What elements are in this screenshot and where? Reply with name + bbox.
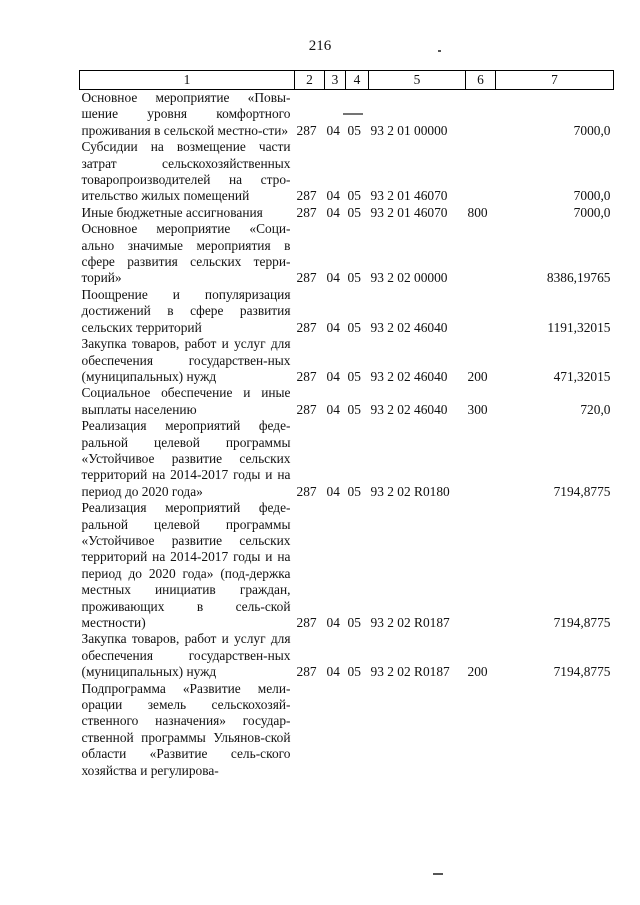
subsection-code: 05 [347, 204, 361, 220]
table-row [80, 418, 614, 500]
section-code: 04 [326, 615, 340, 630]
amount-value: 7000,0 [573, 204, 611, 220]
amount-value: 8386,19765 [546, 270, 611, 286]
subsection-code: 05 [347, 483, 361, 499]
table-row [80, 681, 614, 779]
subsection-code [346, 681, 369, 779]
expense-type-code: 800 [467, 204, 488, 220]
target-article-code: 93 2 02 00000 [370, 270, 448, 286]
expense-type-code [466, 221, 496, 287]
table-row [80, 631, 614, 680]
target-article-code: 93 2 01 46070 [370, 188, 448, 204]
expense-type-code [466, 418, 496, 500]
table-header-row [80, 71, 614, 90]
ministry-code: 287 [296, 204, 317, 220]
section-code: 04 [326, 188, 340, 204]
column-header: 5 [369, 71, 466, 90]
target-article-code: 93 2 02 R0187 [370, 615, 450, 630]
amount-value: 1191,32015 [547, 319, 611, 335]
row-description: Социальное обеспечение и иные выплаты населению [81, 385, 291, 417]
amount-value: 7194,8775 [553, 615, 611, 630]
expense-type-code [466, 681, 496, 779]
amount-value: 471,32015 [553, 368, 611, 384]
table-row [80, 287, 614, 336]
column-header: 6 [466, 71, 496, 90]
subsection-code: 05 [347, 368, 361, 384]
amount-value: 7194,8775 [553, 483, 611, 499]
ministry-code: 287 [296, 122, 317, 138]
section-code: 04 [326, 368, 340, 384]
row-description: Подпрограмма «Развитие мели-орации земель сельскохозяй-ственного назначения» государ-ственной программы Ульянов-ской области «Развитие сель-ского хозяйства и регулирова- [81, 680, 291, 778]
section-code: 04 [326, 270, 340, 286]
subsection-code: 05 [347, 270, 361, 286]
expense-type-code [466, 139, 496, 205]
table-row [80, 205, 614, 221]
scan-speck [433, 873, 443, 875]
row-description: Основное мероприятие «Повы-шение уровня комфортного проживания в сельской местно-сти» [81, 90, 291, 138]
subsection-code: 05 [347, 615, 361, 630]
column-header: 7 [496, 71, 614, 90]
row-description: Субсидии на возмещение части затрат сельскохозяйственных товаропроизводителей на стро-ительство жилых помещений [81, 139, 291, 204]
expense-type-code: 300 [467, 401, 488, 417]
expense-type-code [466, 90, 496, 140]
amount-value: 7194,8775 [553, 664, 611, 680]
target-article-code: 93 2 01 46070 [370, 204, 448, 220]
column-header: 2 [295, 71, 325, 90]
target-article-code: 93 2 02 R0180 [370, 483, 450, 499]
expense-type-code [466, 287, 496, 336]
target-article-code: 93 2 02 46040 [370, 319, 448, 335]
ministry-code: 287 [296, 188, 317, 204]
column-header: 3 [325, 71, 346, 90]
row-description: Реализация мероприятий феде-ральной целевой программы «Устойчивое развитие сельских территорий на 2014-2017 годы и на период до 2020 года» [81, 418, 291, 499]
row-description: Реализация мероприятий феде-ральной целевой программы «Устойчивое развитие сельских территорий на 2014-2017 годы и на период до 2020 года» (под-держка местных инициатив граждан, проживающих в сель-ской местности) [81, 500, 291, 630]
amount-value: 7000,0 [573, 188, 611, 204]
page-number: 216 [308, 38, 332, 54]
table-row [80, 500, 614, 631]
ministry-code: 287 [296, 615, 317, 630]
subsection-code: 05 [347, 188, 361, 204]
section-code: 04 [326, 483, 340, 499]
amount-value [496, 681, 614, 779]
row-description: Основное мероприятие «Соци-ально значимые мероприятия в сфере развития сельских терри-торий» [81, 221, 291, 286]
subsection-code: 05 [347, 401, 361, 417]
table-row [80, 90, 614, 140]
section-code: 04 [326, 319, 340, 335]
table-body [80, 90, 614, 780]
budget-table [79, 70, 614, 779]
target-article-code [369, 681, 466, 779]
target-article-code: 93 2 02 46040 [370, 401, 448, 417]
column-header: 4 [346, 71, 369, 90]
expense-type-code [466, 500, 496, 631]
subsection-code: 05 [347, 122, 361, 138]
scan-speck [438, 50, 441, 52]
section-code: 04 [326, 122, 340, 138]
subsection-code: 05 [347, 664, 361, 680]
row-description: Иные бюджетные ассигнования [81, 204, 263, 220]
ministry-code: 287 [296, 270, 317, 286]
subsection-code: 05 [347, 319, 361, 335]
ministry-code: 287 [296, 483, 317, 499]
ministry-code: 287 [296, 664, 317, 680]
target-article-code: 93 2 02 R0187 [370, 664, 450, 680]
row-description: Поощрение и популяризация достижений в сфере развития сельских территорий [81, 286, 291, 335]
section-code: 04 [326, 204, 340, 220]
row-description: Закупка товаров, работ и услуг для обеспечения государствен-ных (муниципальных) нужд [81, 631, 291, 680]
column-header: 1 [80, 71, 295, 90]
target-article-code: 93 2 01 00000 [370, 122, 448, 138]
target-article-code: 93 2 02 46040 [370, 368, 448, 384]
table-row [80, 385, 614, 418]
ministry-code: 287 [296, 368, 317, 384]
section-code [325, 681, 346, 779]
table-row [80, 221, 614, 287]
ministry-code [295, 681, 325, 779]
ministry-code: 287 [296, 319, 317, 335]
expense-type-code: 200 [467, 368, 488, 384]
row-description: Закупка товаров, работ и услуг для обеспечения государствен-ных (муниципальных) нужд [81, 336, 291, 384]
table-row [80, 139, 614, 205]
expense-type-code: 200 [467, 664, 488, 680]
ministry-code: 287 [296, 401, 317, 417]
table-row [80, 336, 614, 385]
amount-value: 7000,0 [573, 122, 611, 138]
section-code: 04 [326, 401, 340, 417]
amount-value: 720,0 [580, 401, 611, 417]
section-code: 04 [326, 664, 340, 680]
